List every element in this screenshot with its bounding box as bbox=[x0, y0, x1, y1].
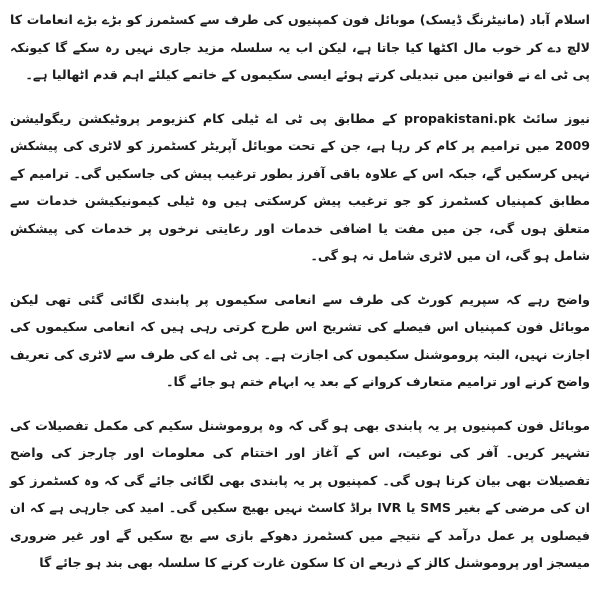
article-paragraph-intro: اسلام آباد (مانیٹرنگ ڈیسک) موبائل فون کمپنیوں کی طرف سے کسٹمرز کو بڑے بڑے انعامات کا لالچ دے کر خوب مال اکٹھا کیا جاتا ہے، لیکن اب یہ سلسلہ مزید جاری نہیں رہ سکے گا کیونکہ پی ٹی اے نے قوانین میں تبدیلی کرتے ہوئے ایسی سکیموں کے خاتمے کیلئے اہم قدم اٹھالیا ہے۔ bbox=[10, 12, 590, 82]
article-paragraph-restrictions: موبائل فون کمپنیوں پر یہ پابندی بھی ہو گی کہ وہ پروموشنل سکیم کی مکمل تفصیلات کی تشہیر کریں۔ آفر کی نوعیت، اس کے آغاز اور اختتام کی معلومات اور چارجز کی واضح تفصیلات بھی بیان کرنا ہوں گی۔ کمپنیوں پر یہ پابندی بھی لگائی جائے گی کہ وہ کسٹمرز کو ان کی مرضی کے بغیر SMS یا IVR براڈ کاسٹ نہیں بھیج سکیں گی۔ امید کی جارہی ہے کہ ان فیصلوں پر عمل درآمد کے نتیجے میں کسٹمرز دھوکے بازی سے بچ سکیں گے اور غیر ضروری میسجز اور پروموشنل کالز کے ذریعے ان کا سکون غارت کرنے کا سلسلہ بھی بند ہو جائے گا bbox=[10, 417, 590, 570]
article-paragraph-supreme-court: واضح رہے کہ سپریم کورٹ کی طرف سے انعامی سکیموں پر پابندی لگائی گئی تھی لیکن موبائل فون کمپنیاں اس فیصلے کی تشریح اس طرح کرتی رہی ہیں کہ انعامی سکیموں کی اجازت نہیں، البتہ پروموشنل سکیموں کی اجازت ہے۔ پی ٹی اے کی طرف سے لاٹری کی تعریف واضح کرنے اور ترامیم متعارف کروانے کے بعد یہ ابہام ختم ہو جائے گا۔ bbox=[10, 291, 590, 389]
article-body bbox=[10, 6, 590, 577]
article-paragraph-regulation: نیوز سائٹ propakistani.pk کے مطابق پی ٹی اے ٹیلی کام کنزیومر پروٹیکشن ریگولیشن 2009 میں ترامیم پر کام کر رہا ہے، جن کے تحت موبائل آپریٹر کسٹمرز کو لاٹری کی پیشکش نہیں کرسکیں گے، جبکہ اس کے علاوہ باقی آفرز بطور ترغیب پیش کی جاسکیں گی۔ ترامیم کے مطابق کمپنیاں کسٹمرز کو جو ترغیب پیش کرسکتی ہیں وہ ٹیلی کیمونیکیشن خدمات سے متعلق ہوں گی، جن میں مفت یا اضافی خدمات اور رعایتی نرخوں پر خدمات کی پیشکش شامل ہو گی، ان میں لاٹری شامل نہ ہو گی۔ bbox=[10, 110, 590, 263]
